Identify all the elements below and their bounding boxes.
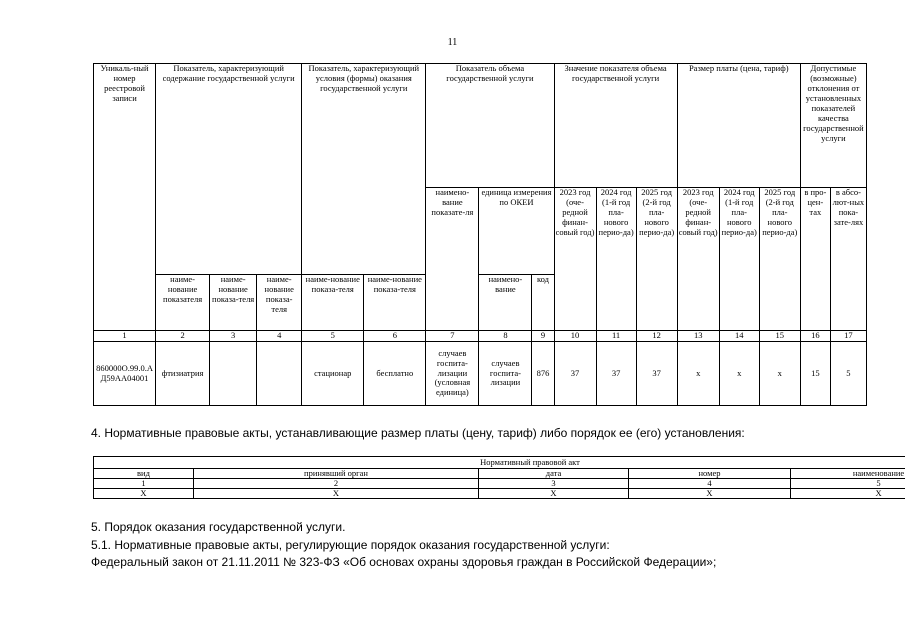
header-content-indicator: Показатель, характеризующий содержание государственной услуги (156, 64, 302, 275)
value-2024: 37 (596, 342, 636, 406)
content-value-1: фтизиатрия (156, 342, 210, 406)
legal-act-header: Нормативный правовой акт (94, 457, 905, 469)
header-value-2024: 2024 год (1-й год пла-нового перио-да) (596, 188, 636, 331)
column-number: 14 (719, 331, 759, 342)
fee-2025: х (759, 342, 800, 406)
page-number: 11 (447, 37, 458, 48)
column-number: 3 (479, 479, 629, 489)
section-5-1-title: 5.1. Нормативные правовые акты, регулирующие порядок оказания государственной услуги: (91, 538, 610, 552)
header-content-name-2: наиме-нование показа-теля (210, 275, 257, 331)
table-row (94, 342, 867, 406)
column-header-type: вид (94, 469, 194, 479)
header-deviation-absolute: в абсо-лют-ных пока-зате-лях (830, 188, 866, 331)
value-2025: 37 (636, 342, 677, 406)
column-number-row (94, 331, 867, 342)
unit-code: 876 (532, 342, 554, 406)
column-number: 3 (210, 331, 257, 342)
header-value-2023: 2023 год (оче-редной финан-совый год) (554, 188, 596, 331)
column-number: 1 (94, 331, 156, 342)
column-number: 10 (554, 331, 596, 342)
header-unit-code: код (532, 275, 554, 331)
header-deviation: Допустимые (возможные) отклонения от установленных показателей качества государственной услуги (800, 64, 866, 188)
header-value-2025: 2025 год (2-й год пла-нового перио-да) (636, 188, 677, 331)
header-conditions-indicator: Показатель, характеризующий условия (формы) оказания государственной услуги (302, 64, 426, 275)
column-header-authority: принявший орган (194, 469, 479, 479)
column-number: 1 (94, 479, 194, 489)
act-date: Х (479, 489, 629, 499)
header-fee: Размер платы (цена, тариф) (677, 64, 800, 188)
header-unit-name: наимено-вание (479, 275, 532, 331)
header-volume-indicator: Показатель объема государственной услуги (426, 64, 554, 188)
header-fee-2025: 2025 год (2-й год пла-нового перио-да) (759, 188, 800, 331)
unit-name: случаев госпита-лизации (479, 342, 532, 406)
column-number: 4 (629, 479, 791, 489)
column-header-name: наименование (791, 469, 905, 479)
legal-acts-table (93, 456, 905, 499)
column-number: 9 (532, 331, 554, 342)
column-number: 5 (791, 479, 905, 489)
header-fee-2023: 2023 год (оче-редной финан-совый год) (677, 188, 719, 331)
deviation-percent: 15 (800, 342, 830, 406)
fee-2024: х (719, 342, 759, 406)
column-number: 15 (759, 331, 800, 342)
deviation-absolute: 5 (830, 342, 866, 406)
header-content-name-1: наиме-нование показателя (156, 275, 210, 331)
column-number: 8 (479, 331, 532, 342)
column-number: 13 (677, 331, 719, 342)
header-condition-name-2: наиме-нование показа-теля (364, 275, 426, 331)
column-header-number: номер (629, 469, 791, 479)
act-number: Х (629, 489, 791, 499)
volume-indicator-name: случаев госпита-лизации (условная единица) (426, 342, 479, 406)
volume-indicators-table (93, 63, 867, 406)
value-2023: 37 (554, 342, 596, 406)
column-number: 16 (800, 331, 830, 342)
content-value-2 (210, 342, 257, 406)
content-value-3 (257, 342, 302, 406)
header-deviation-percent: в про-цен-тах (800, 188, 830, 331)
section-5-title: 5. Порядок оказания государственной услуги. (91, 520, 346, 534)
header-content-name-3: наиме-нование показа-теля (257, 275, 302, 331)
header-condition-name-1: наиме-нование показа-теля (302, 275, 364, 331)
registry-record-number: 860000О.99.0.АД59АА04001 (94, 342, 156, 406)
act-name: Х (791, 489, 905, 499)
column-number: 6 (364, 331, 426, 342)
act-type: Х (94, 489, 194, 499)
condition-value-1: стационар (302, 342, 364, 406)
column-number: 11 (596, 331, 636, 342)
condition-value-2: бесплатно (364, 342, 426, 406)
column-number: 12 (636, 331, 677, 342)
act-authority: Х (194, 489, 479, 499)
table-row (94, 489, 905, 499)
section-4-title: 4. Нормативные правовые акты, устанавливающие размер платы (цену, тариф) либо порядок ее (его) установления: (91, 426, 745, 440)
federal-law-reference: Федеральный закон от 21.11.2011 № 323-ФЗ «Об основах охраны здоровья граждан в Российской Федерации»; (91, 555, 717, 569)
column-number: 4 (257, 331, 302, 342)
column-number: 2 (156, 331, 210, 342)
header-volume-name: наимено-вание показате-ля (426, 188, 479, 331)
header-okei-unit: единица измерения по ОКЕИ (479, 188, 554, 275)
column-number: 7 (426, 331, 479, 342)
column-number: 17 (830, 331, 866, 342)
header-fee-2024: 2024 год (1-й год пла-нового перио-да) (719, 188, 759, 331)
header-unique-number: Уникаль-ный номер реестровой записи (94, 64, 156, 331)
fee-2023: х (677, 342, 719, 406)
column-number: 5 (302, 331, 364, 342)
column-header-date: дата (479, 469, 629, 479)
column-number: 2 (194, 479, 479, 489)
header-volume-value: Значение показателя объема государственной услуги (554, 64, 677, 188)
